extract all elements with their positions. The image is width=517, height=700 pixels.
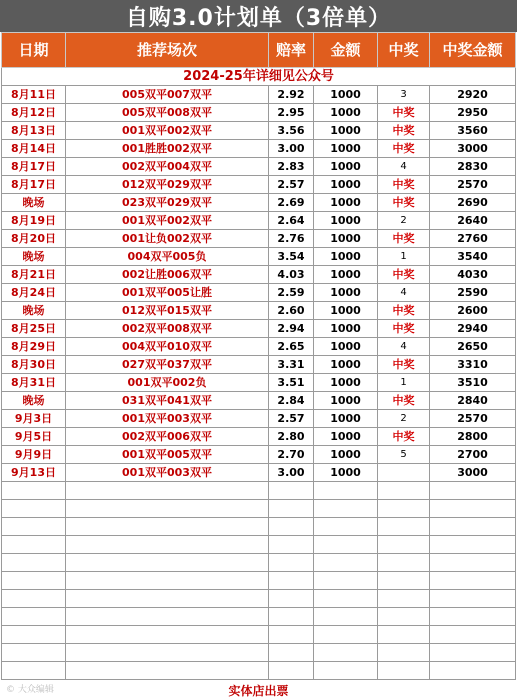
- cell-win: 中奖: [378, 140, 430, 158]
- table-row: [2, 158, 516, 176]
- cell-match: 027双平037双平: [66, 356, 269, 374]
- cell-odds: 2.70: [269, 446, 314, 464]
- cell-match: 001胜胜002双平: [66, 140, 269, 158]
- cell-date: 8月29日: [2, 338, 66, 356]
- cell-odds: 2.83: [269, 158, 314, 176]
- empty-cell: [430, 554, 516, 572]
- empty-row: [2, 662, 516, 680]
- cell-odds: 2.94: [269, 320, 314, 338]
- empty-cell: [66, 554, 269, 572]
- empty-cell: [378, 590, 430, 608]
- empty-cell: [378, 572, 430, 590]
- header-match: 推荐场次: [66, 33, 269, 68]
- empty-row: [2, 482, 516, 500]
- cell-date: 8月11日: [2, 86, 66, 104]
- cell-amount: 1000: [314, 302, 378, 320]
- cell-amount: 1000: [314, 194, 378, 212]
- cell-match: 002让胜006双平: [66, 266, 269, 284]
- table-row: [2, 356, 516, 374]
- cell-prize: 2950: [430, 104, 516, 122]
- empty-cell: [430, 662, 516, 680]
- cell-amount: 1000: [314, 338, 378, 356]
- empty-cell: [430, 644, 516, 662]
- table-row: [2, 104, 516, 122]
- cell-odds: 2.60: [269, 302, 314, 320]
- cell-date: 8月13日: [2, 122, 66, 140]
- empty-cell: [430, 518, 516, 536]
- cell-win: 4: [378, 158, 430, 176]
- empty-cell: [2, 590, 66, 608]
- sheet-title: 自购3.0计划单（3倍单）: [0, 0, 517, 32]
- cell-match: 005双平007双平: [66, 86, 269, 104]
- cell-date: 8月20日: [2, 230, 66, 248]
- cell-odds: 2.57: [269, 410, 314, 428]
- empty-cell: [269, 626, 314, 644]
- empty-cell: [66, 662, 269, 680]
- empty-cell: [430, 608, 516, 626]
- empty-cell: [269, 500, 314, 518]
- cell-match: 001双平002双平: [66, 122, 269, 140]
- cell-match: 001双平002负: [66, 374, 269, 392]
- cell-win: 中奖: [378, 230, 430, 248]
- cell-odds: 2.76: [269, 230, 314, 248]
- header-odds: 赔率: [269, 33, 314, 68]
- header-date: 日期: [2, 33, 66, 68]
- empty-cell: [2, 554, 66, 572]
- empty-cell: [269, 590, 314, 608]
- subtitle: 2024-25年详细见公众号: [2, 68, 516, 86]
- empty-cell: [66, 518, 269, 536]
- table-row: [2, 464, 516, 482]
- cell-match: 002双平008双平: [66, 320, 269, 338]
- cell-amount: 1000: [314, 266, 378, 284]
- empty-row: [2, 536, 516, 554]
- cell-odds: 3.54: [269, 248, 314, 266]
- cell-win: 中奖: [378, 428, 430, 446]
- cell-date: 8月12日: [2, 104, 66, 122]
- cell-prize: 2800: [430, 428, 516, 446]
- cell-win: 3: [378, 86, 430, 104]
- table-row: [2, 446, 516, 464]
- empty-cell: [66, 572, 269, 590]
- empty-cell: [430, 536, 516, 554]
- cell-match: 031双平041双平: [66, 392, 269, 410]
- cell-date: 8月30日: [2, 356, 66, 374]
- empty-cell: [269, 644, 314, 662]
- cell-amount: 1000: [314, 212, 378, 230]
- empty-cell: [314, 662, 378, 680]
- cell-match: 001双平003双平: [66, 464, 269, 482]
- cell-odds: 2.84: [269, 392, 314, 410]
- empty-cell: [2, 518, 66, 536]
- cell-amount: 1000: [314, 158, 378, 176]
- cell-match: 023双平029双平: [66, 194, 269, 212]
- cell-odds: 2.59: [269, 284, 314, 302]
- cell-match: 002双平004双平: [66, 158, 269, 176]
- table-row: [2, 338, 516, 356]
- table-row: [2, 428, 516, 446]
- cell-prize: 3560: [430, 122, 516, 140]
- cell-match: 012双平015双平: [66, 302, 269, 320]
- cell-date: 8月17日: [2, 176, 66, 194]
- footer-note: 实体店出票: [228, 684, 289, 698]
- cell-date: 9月5日: [2, 428, 66, 446]
- empty-cell: [378, 500, 430, 518]
- empty-cell: [378, 626, 430, 644]
- empty-cell: [269, 482, 314, 500]
- cell-date: 9月13日: [2, 464, 66, 482]
- cell-amount: 1000: [314, 86, 378, 104]
- cell-match: 001双平005让胜: [66, 284, 269, 302]
- cell-odds: 2.92: [269, 86, 314, 104]
- empty-row: [2, 608, 516, 626]
- subtitle-row: [2, 68, 516, 86]
- empty-cell: [2, 608, 66, 626]
- cell-amount: 1000: [314, 356, 378, 374]
- table-row: [2, 230, 516, 248]
- empty-row: [2, 626, 516, 644]
- table-row: [2, 302, 516, 320]
- cell-win: 中奖: [378, 320, 430, 338]
- empty-cell: [66, 608, 269, 626]
- empty-cell: [2, 572, 66, 590]
- cell-prize: 2840: [430, 392, 516, 410]
- cell-odds: 3.00: [269, 140, 314, 158]
- cell-date: 晚场: [2, 392, 66, 410]
- cell-match: 001让负002双平: [66, 230, 269, 248]
- empty-cell: [66, 590, 269, 608]
- cell-prize: 3310: [430, 356, 516, 374]
- cell-prize: 2640: [430, 212, 516, 230]
- empty-cell: [2, 626, 66, 644]
- cell-odds: 4.03: [269, 266, 314, 284]
- empty-cell: [66, 536, 269, 554]
- empty-cell: [269, 572, 314, 590]
- empty-cell: [378, 536, 430, 554]
- empty-row: [2, 500, 516, 518]
- table-row: [2, 320, 516, 338]
- empty-cell: [378, 554, 430, 572]
- empty-cell: [314, 500, 378, 518]
- cell-odds: 2.65: [269, 338, 314, 356]
- cell-win: 2: [378, 212, 430, 230]
- empty-cell: [66, 626, 269, 644]
- cell-match: 002双平006双平: [66, 428, 269, 446]
- empty-row: [2, 590, 516, 608]
- table-row: [2, 248, 516, 266]
- cell-amount: 1000: [314, 320, 378, 338]
- watermark: © 大众编辑: [6, 685, 54, 695]
- cell-odds: 3.51: [269, 374, 314, 392]
- cell-win: 中奖: [378, 356, 430, 374]
- cell-prize: 3000: [430, 464, 516, 482]
- empty-cell: [269, 536, 314, 554]
- cell-date: 9月3日: [2, 410, 66, 428]
- cell-win: [378, 464, 430, 482]
- cell-date: 9月9日: [2, 446, 66, 464]
- table-row: [2, 284, 516, 302]
- empty-cell: [314, 482, 378, 500]
- empty-cell: [314, 626, 378, 644]
- header-row: [2, 33, 516, 68]
- empty-cell: [269, 662, 314, 680]
- cell-win: 1: [378, 374, 430, 392]
- empty-cell: [314, 518, 378, 536]
- cell-win: 中奖: [378, 176, 430, 194]
- cell-win: 中奖: [378, 122, 430, 140]
- cell-amount: 1000: [314, 392, 378, 410]
- cell-win: 2: [378, 410, 430, 428]
- cell-date: 8月14日: [2, 140, 66, 158]
- cell-date: 8月21日: [2, 266, 66, 284]
- cell-amount: 1000: [314, 428, 378, 446]
- empty-cell: [430, 590, 516, 608]
- table-row: [2, 212, 516, 230]
- empty-cell: [269, 608, 314, 626]
- empty-cell: [430, 572, 516, 590]
- cell-prize: 4030: [430, 266, 516, 284]
- empty-cell: [314, 572, 378, 590]
- empty-cell: [314, 536, 378, 554]
- cell-date: 8月25日: [2, 320, 66, 338]
- cell-prize: 2650: [430, 338, 516, 356]
- cell-amount: 1000: [314, 464, 378, 482]
- cell-match: 004双平005负: [66, 248, 269, 266]
- cell-match: 001双平005双平: [66, 446, 269, 464]
- cell-prize: 2940: [430, 320, 516, 338]
- cell-win: 中奖: [378, 302, 430, 320]
- header-amount: 金额: [314, 33, 378, 68]
- cell-match: 001双平003双平: [66, 410, 269, 428]
- empty-cell: [269, 554, 314, 572]
- empty-cell: [378, 482, 430, 500]
- cell-amount: 1000: [314, 176, 378, 194]
- cell-prize: 2920: [430, 86, 516, 104]
- cell-win: 4: [378, 284, 430, 302]
- cell-prize: 3510: [430, 374, 516, 392]
- cell-match: 004双平010双平: [66, 338, 269, 356]
- empty-cell: [2, 500, 66, 518]
- cell-prize: 2600: [430, 302, 516, 320]
- empty-cell: [378, 662, 430, 680]
- table-row: [2, 122, 516, 140]
- empty-cell: [430, 626, 516, 644]
- empty-cell: [2, 662, 66, 680]
- cell-prize: 2760: [430, 230, 516, 248]
- cell-date: 8月24日: [2, 284, 66, 302]
- cell-amount: 1000: [314, 248, 378, 266]
- cell-odds: 3.31: [269, 356, 314, 374]
- table-row: [2, 374, 516, 392]
- cell-amount: 1000: [314, 230, 378, 248]
- cell-prize: 3540: [430, 248, 516, 266]
- cell-odds: 2.95: [269, 104, 314, 122]
- cell-date: 晚场: [2, 302, 66, 320]
- empty-cell: [378, 608, 430, 626]
- header-prize: 中奖金额: [430, 33, 516, 68]
- cell-amount: 1000: [314, 410, 378, 428]
- empty-cell: [2, 644, 66, 662]
- table-row: [2, 392, 516, 410]
- empty-cell: [378, 518, 430, 536]
- cell-amount: 1000: [314, 284, 378, 302]
- cell-amount: 1000: [314, 446, 378, 464]
- empty-row: [2, 644, 516, 662]
- cell-odds: 3.00: [269, 464, 314, 482]
- cell-odds: 2.64: [269, 212, 314, 230]
- plan-table-wrapper: [1, 32, 516, 680]
- plan-table: [1, 32, 516, 680]
- table-row: [2, 140, 516, 158]
- empty-cell: [66, 482, 269, 500]
- table-row: [2, 266, 516, 284]
- cell-match: 012双平029双平: [66, 176, 269, 194]
- cell-prize: 3000: [430, 140, 516, 158]
- cell-prize: 2700: [430, 446, 516, 464]
- empty-cell: [66, 644, 269, 662]
- cell-amount: 1000: [314, 122, 378, 140]
- empty-cell: [314, 590, 378, 608]
- table-row: [2, 86, 516, 104]
- empty-cell: [2, 482, 66, 500]
- cell-date: 晚场: [2, 248, 66, 266]
- cell-odds: 2.57: [269, 176, 314, 194]
- empty-row: [2, 518, 516, 536]
- cell-prize: 2590: [430, 284, 516, 302]
- cell-prize: 2570: [430, 176, 516, 194]
- cell-date: 8月19日: [2, 212, 66, 230]
- cell-amount: 1000: [314, 104, 378, 122]
- table-row: [2, 410, 516, 428]
- cell-date: 8月17日: [2, 158, 66, 176]
- cell-match: 005双平008双平: [66, 104, 269, 122]
- cell-odds: 2.80: [269, 428, 314, 446]
- cell-win: 5: [378, 446, 430, 464]
- cell-prize: 2570: [430, 410, 516, 428]
- table-row: [2, 176, 516, 194]
- cell-prize: 2830: [430, 158, 516, 176]
- cell-win: 中奖: [378, 266, 430, 284]
- cell-amount: 1000: [314, 374, 378, 392]
- cell-win: 中奖: [378, 104, 430, 122]
- empty-cell: [430, 500, 516, 518]
- cell-win: 中奖: [378, 194, 430, 212]
- empty-row: [2, 554, 516, 572]
- empty-cell: [378, 644, 430, 662]
- cell-odds: 3.56: [269, 122, 314, 140]
- cell-prize: 2690: [430, 194, 516, 212]
- empty-cell: [430, 482, 516, 500]
- empty-cell: [66, 500, 269, 518]
- table-row: [2, 194, 516, 212]
- empty-cell: [269, 518, 314, 536]
- cell-date: 晚场: [2, 194, 66, 212]
- cell-win: 中奖: [378, 392, 430, 410]
- empty-cell: [2, 536, 66, 554]
- empty-cell: [314, 644, 378, 662]
- cell-match: 001双平002双平: [66, 212, 269, 230]
- empty-cell: [314, 554, 378, 572]
- empty-row: [2, 572, 516, 590]
- cell-win: 1: [378, 248, 430, 266]
- cell-amount: 1000: [314, 140, 378, 158]
- cell-odds: 2.69: [269, 194, 314, 212]
- cell-win: 4: [378, 338, 430, 356]
- cell-date: 8月31日: [2, 374, 66, 392]
- header-win: 中奖: [378, 33, 430, 68]
- empty-cell: [314, 608, 378, 626]
